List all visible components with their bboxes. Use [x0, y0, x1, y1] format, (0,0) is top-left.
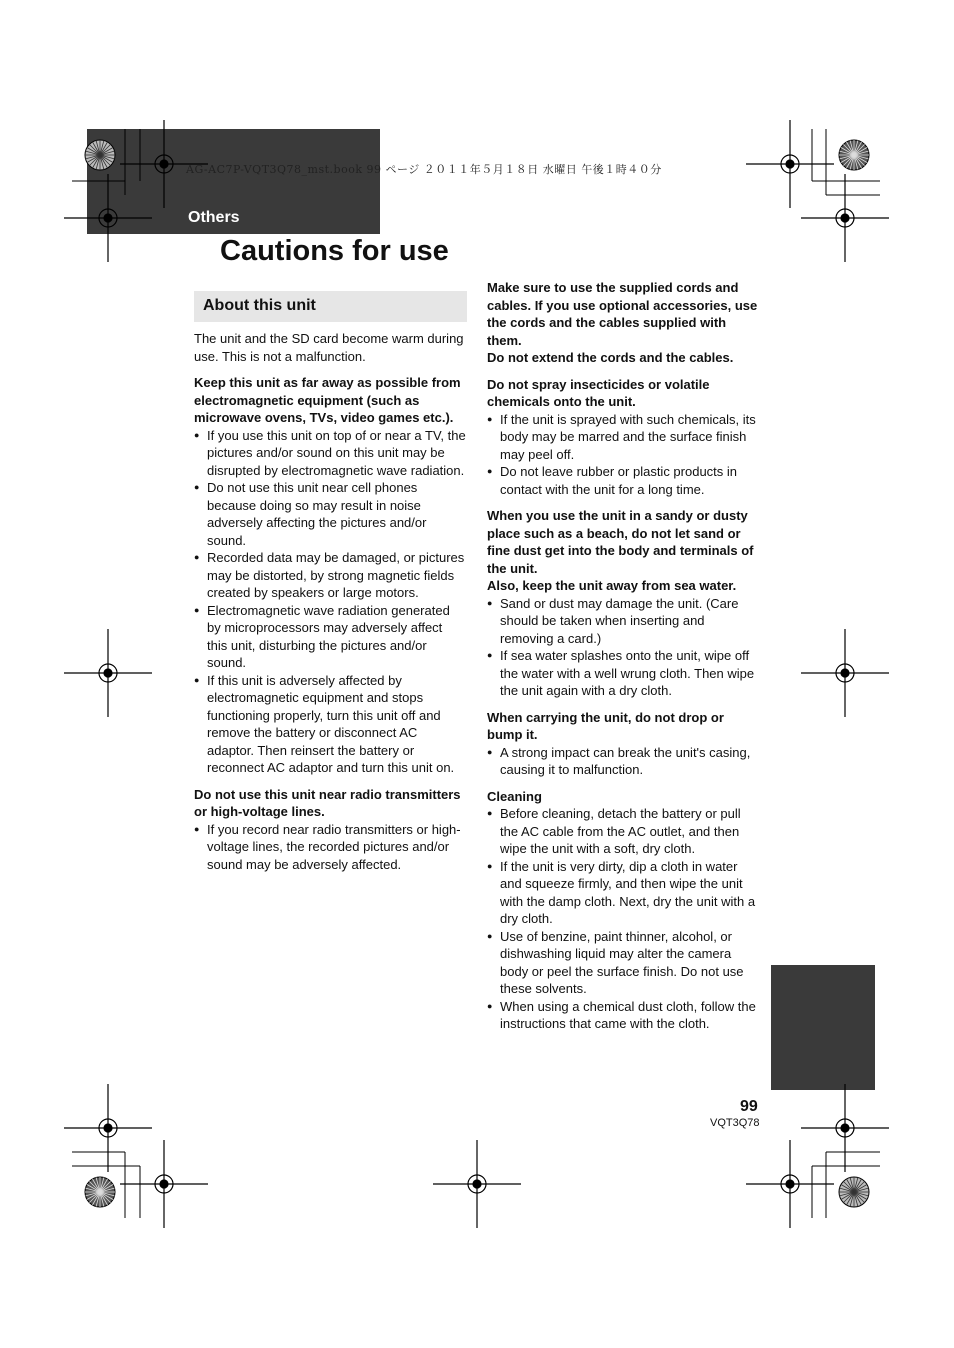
document-code: VQT3Q78	[710, 1117, 760, 1129]
caution-heading: When you use the unit in a sandy or dusty place such as a beach, do not let sand or fine dust get into the body and terminals of the unit.	[487, 508, 754, 576]
bullet-item: ● Do not use this unit near cell phones because doing so may result in noise adversely affecting the pictures and/or sound.	[194, 479, 466, 549]
bullet-item: ● Use of benzine, paint thinner, alcohol, or dishwashing liquid may alter the camera body or peel the surface finish. Do not use these solvents.	[487, 928, 759, 998]
section-label: Others	[188, 209, 240, 226]
crosshair-mark	[801, 1084, 889, 1172]
caution-heading: Do not use this unit near radio transmitters or high-voltage lines.	[194, 786, 461, 819]
bullet-item: ● If the unit is very dirty, dip a cloth in water and squeeze firmly, and then wipe the unit with the damp cloth. Next, dry the unit with a dry cloth.	[487, 858, 759, 928]
crosshair-mark	[801, 629, 889, 717]
print-info-line: AG-AC7P-VQT3Q78_mst.book 99 ページ ２０１１年５月１８日 水曜日 午後１時４０分	[186, 163, 662, 176]
caution-heading: Make sure to use the supplied cords and cables. If you use optional accessories, use the cords and the cables supplied with them.	[487, 280, 758, 348]
page-number: 99	[740, 1098, 758, 1115]
bullet-item: ● If you record near radio transmitters or high-voltage lines, the recorded pictures and/or sound may be adversely affected.	[194, 821, 466, 874]
crosshair-mark	[746, 1140, 834, 1228]
crosshair-mark	[120, 120, 208, 208]
rosette-mark	[839, 140, 869, 170]
crosshair-mark	[64, 1084, 152, 1172]
caution-heading: Also, keep the unit away from sea water.	[487, 578, 737, 593]
bullet-item: ● Sand or dust may damage the unit. (Care should be taken when inserting and removing a card.)	[487, 595, 759, 648]
crosshair-mark	[433, 1140, 521, 1228]
caution-heading: When carrying the unit, do not drop or bump it.	[487, 709, 724, 742]
crosshair-mark	[120, 1140, 208, 1228]
bullet-item: ● If you use this unit on top of or near a TV, the pictures and/or sound on this unit may be disrupted by electromagnetic wave radiation.	[194, 427, 466, 480]
bullet-item: ● If sea water splashes onto the unit, wipe off the water with a well wrung cloth. Then wipe the unit again with a dry cloth.	[487, 647, 759, 700]
page-title: Cautions for use	[220, 235, 449, 267]
caution-heading: Do not extend the cords and the cables.	[487, 350, 734, 365]
bullet-item: ● Recorded data may be damaged, or pictures may be distorted, by strong magnetic fields created by speakers or large motors.	[194, 549, 466, 602]
bullet-item: ● Before cleaning, detach the battery or pull the AC cable from the AC outlet, and then wipe the unit with a soft, dry cloth.	[487, 805, 759, 858]
bullet-item: ● If the unit is sprayed with such chemicals, its body may be marred and the surface finish may peel off.	[487, 411, 759, 464]
rosette-mark	[85, 1177, 115, 1207]
rosette-mark	[839, 1177, 869, 1207]
bullet-item: ● A strong impact can break the unit's casing, causing it to malfunction.	[487, 744, 759, 779]
paragraph: The unit and the SD card become warm during use. This is not a malfunction.	[194, 331, 464, 364]
subheading: About this unit	[203, 297, 316, 314]
crosshair-mark	[64, 174, 152, 262]
crosshair-mark	[801, 174, 889, 262]
bullet-item: ● If this unit is adversely affected by electromagnetic equipment and stops functioning properly, turn this unit off and remove the battery or disconnect AC adaptor. Then reinsert the battery or reconnect AC adaptor and turn this unit on.	[194, 672, 466, 777]
caution-heading: Cleaning	[487, 788, 542, 804]
bullet-item: ● When using a chemical dust cloth, follow the instructions that came with the cloth.	[487, 998, 759, 1033]
crosshair-mark	[64, 629, 152, 717]
rosette-mark	[85, 140, 115, 170]
bullet-item: ● Do not leave rubber or plastic products in contact with the unit for a long time.	[487, 463, 759, 498]
caution-heading: Keep this unit as far away as possible from electromagnetic equipment (such as microwave ovens, TVs, video games etc.).	[194, 375, 461, 425]
crosshair-mark	[746, 120, 834, 208]
caution-heading: Do not spray insecticides or volatile chemicals onto the unit.	[487, 376, 710, 409]
bullet-item: ● Electromagnetic wave radiation generated by microprocessors may adversely affect this unit, disturbing the pictures and/or sound.	[194, 602, 466, 672]
